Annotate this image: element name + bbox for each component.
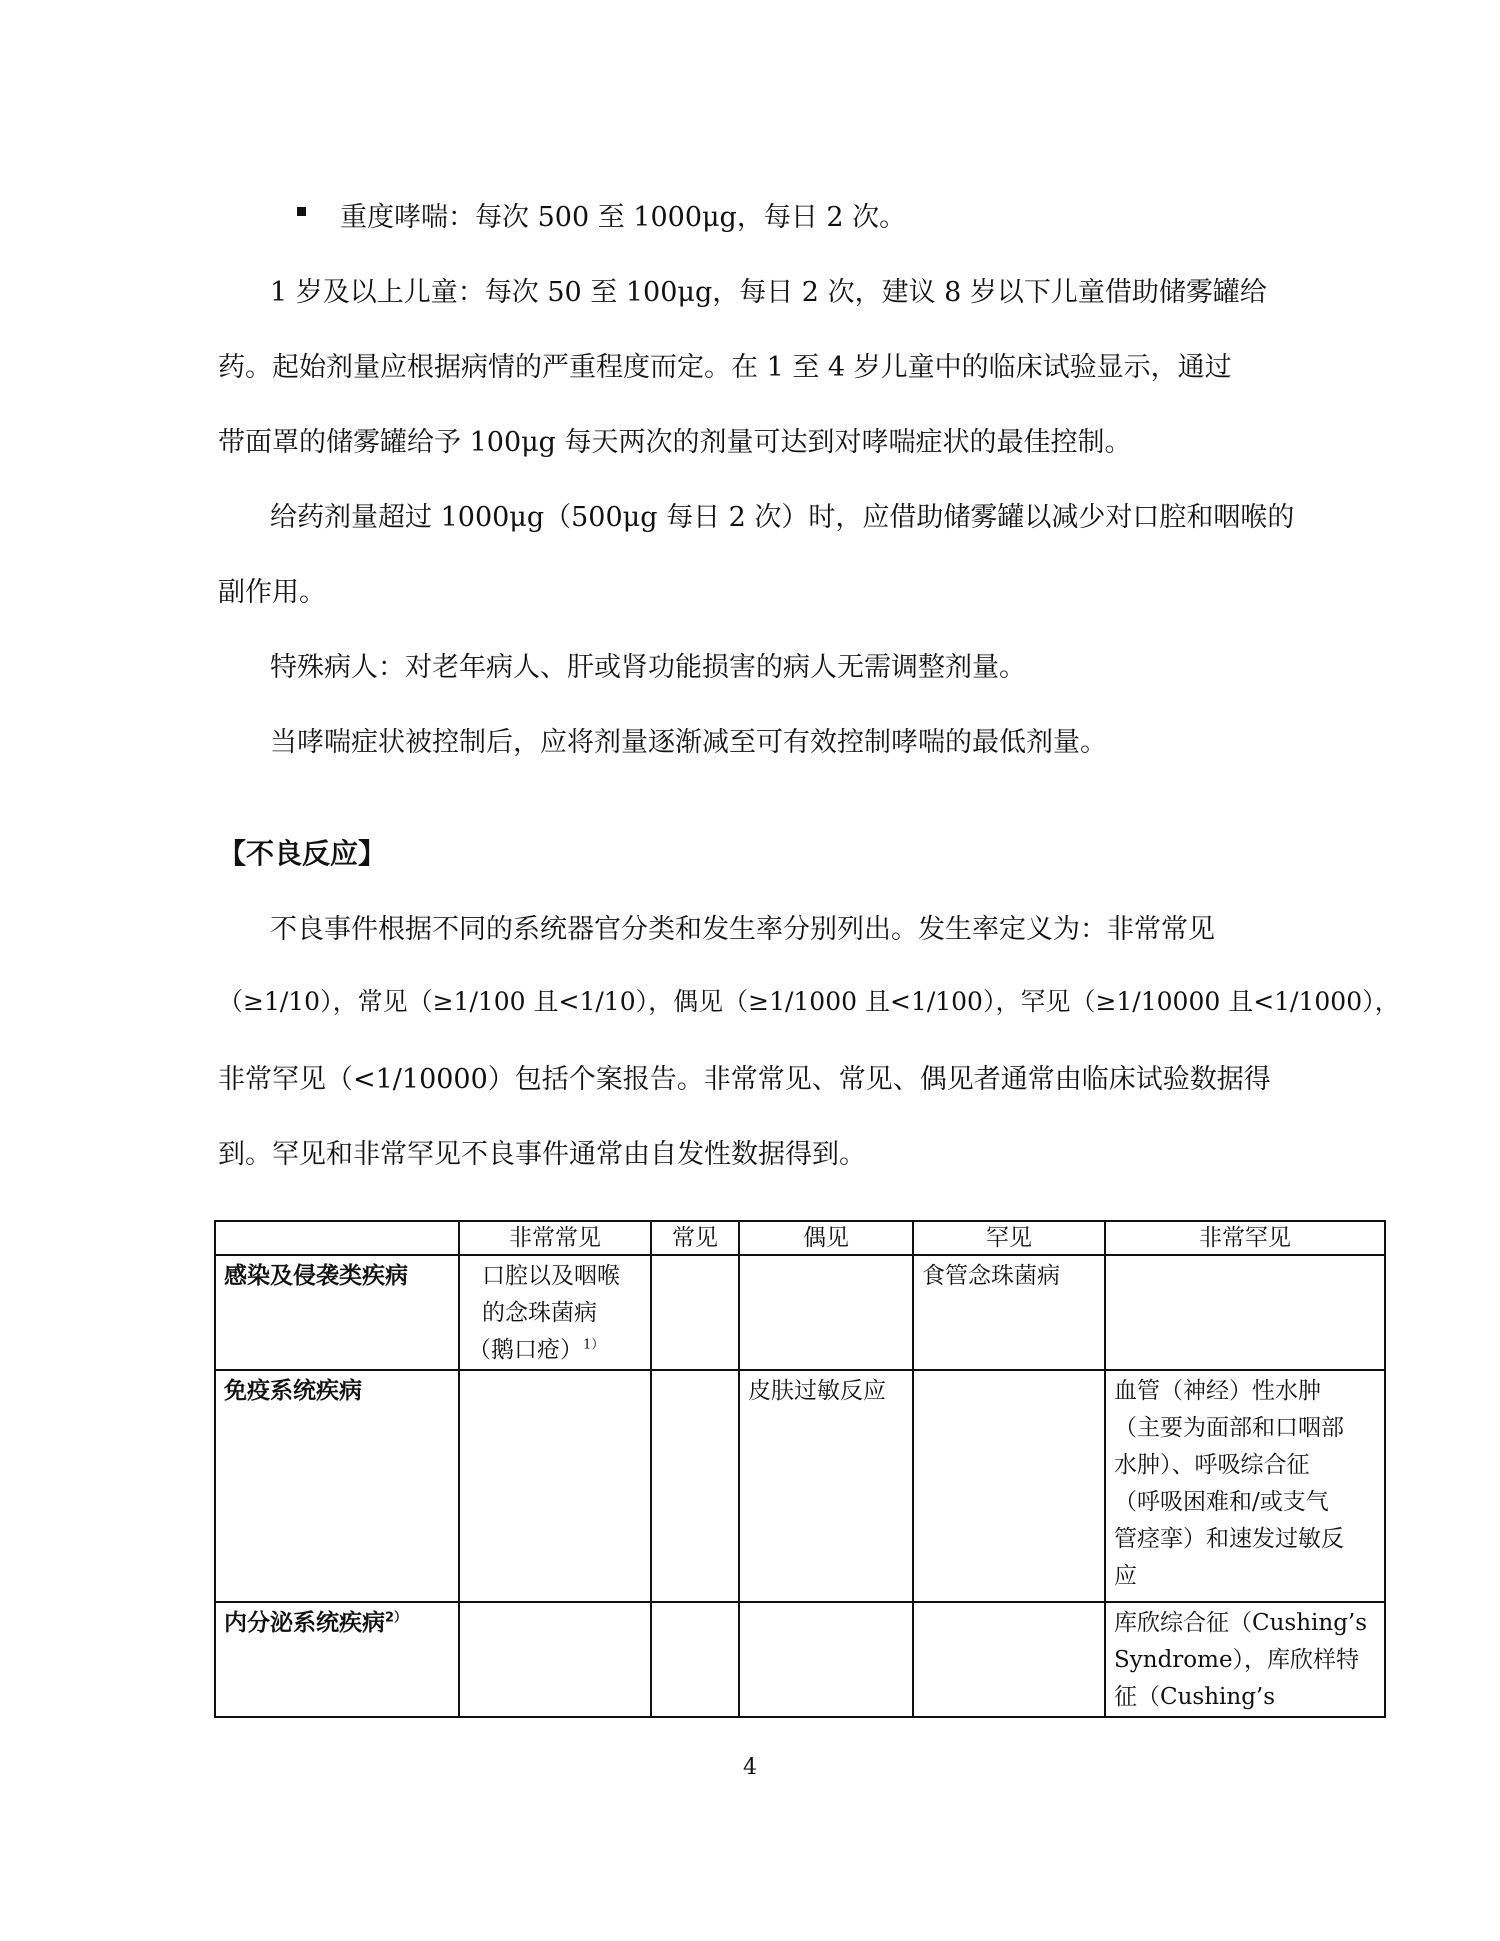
very-common-cell: [459, 1255, 651, 1370]
intro-line: 不良事件根据不同的系统器官分类和发生率分别列出。发生率定义为：非常常见: [270, 914, 1215, 945]
paragraph-line: 药。起始剂量应根据病情的严重程度而定。在 1 至 4 岁儿童中的临床试验显示，通过: [218, 352, 1232, 383]
bullet-marker: [297, 207, 306, 216]
section-heading: 【不良反应】: [218, 837, 387, 870]
cell-line-text: （鹅口疮）: [468, 1337, 583, 1363]
table-row: [215, 1370, 1385, 1602]
common-cell: [651, 1602, 739, 1717]
cell-line: 血管（神经）性水肿: [1114, 1378, 1321, 1404]
header-cell-common: 常见: [651, 1221, 739, 1255]
uncommon-cell: 皮肤过敏反应: [739, 1370, 913, 1602]
common-cell: [651, 1255, 739, 1370]
cell-line: Syndrome），库欣样特: [1114, 1647, 1360, 1673]
bullet-text: 重度哮喘：每次 500 至 1000μg，每日 2 次。: [340, 202, 907, 233]
uncommon-cell: [739, 1255, 913, 1370]
paragraph-line: 当哮喘症状被控制后，应将剂量逐渐减至可有效控制哮喘的最低剂量。: [270, 727, 1107, 758]
soc-text: 内分泌系统疾病: [224, 1610, 385, 1636]
soc-cell: 免疫系统疾病: [215, 1370, 459, 1602]
paragraph-line: 带面罩的储雾罐给予 100μg 每天两次的剂量可达到对哮喘症状的最佳控制。: [218, 427, 1132, 458]
cell-line: [468, 1332, 642, 1369]
cell-line: （呼吸困难和/或支气: [1114, 1489, 1329, 1515]
header-cell-soc: [215, 1221, 459, 1255]
paragraph-line: 特殊病人：对老年病人、肝或肾功能损害的病人无需调整剂量。: [270, 652, 1026, 683]
adverse-reactions-table: [214, 1220, 1386, 1718]
footnote-marker: 2）: [385, 1610, 408, 1626]
cell-line: 应: [1114, 1563, 1137, 1589]
very-rare-cell: [1105, 1370, 1385, 1602]
cell-line: 水肿）、呼吸综合征: [1114, 1452, 1310, 1478]
table-header-row: [215, 1221, 1385, 1255]
cell-line: （主要为面部和口咽部: [1114, 1415, 1344, 1441]
header-cell-very-common: 非常常见: [459, 1221, 651, 1255]
header-cell-rare: 罕见: [913, 1221, 1105, 1255]
cell-line: 库欣综合征（Cushing’s: [1114, 1610, 1368, 1636]
rare-cell: [913, 1370, 1105, 1602]
intro-line: （≥1/10），常见（≥1/100 且<1/10），偶见（≥1/1000 且<1/100），罕见（≥1/10000 且<1/1000），: [218, 987, 1400, 1016]
cell-line: 管痉挛）和速发过敏反: [1114, 1526, 1344, 1552]
very-common-cell: [459, 1602, 651, 1717]
soc-cell: [215, 1602, 459, 1717]
paragraph-line: 副作用。: [218, 577, 326, 608]
common-cell: [651, 1370, 739, 1602]
rare-cell: 食管念珠菌病: [913, 1255, 1105, 1370]
uncommon-cell: [739, 1602, 913, 1717]
cell-line: 的念珠菌病: [482, 1300, 597, 1326]
footnote-marker: 1）: [583, 1337, 605, 1353]
intro-line: 非常罕见（<1/10000）包括个案报告。非常常见、常见、偶见者通常由临床试验数据得: [218, 1064, 1271, 1095]
header-cell-uncommon: 偶见: [739, 1221, 913, 1255]
very-rare-cell: [1105, 1602, 1385, 1717]
soc-cell: 感染及侵袭类疾病: [215, 1255, 459, 1370]
paragraph-line: 给药剂量超过 1000μg（500μg 每日 2 次）时，应借助储雾罐以减少对口腔和咽喉的: [270, 502, 1295, 533]
table-row: [215, 1255, 1385, 1370]
cell-line: 征（Cushing’s: [1114, 1684, 1276, 1710]
table-row: [215, 1602, 1385, 1717]
cell-line: 口腔以及咽喉: [482, 1263, 620, 1289]
intro-line: 到。罕见和非常罕见不良事件通常由自发性数据得到。: [218, 1139, 866, 1170]
rare-cell: [913, 1602, 1105, 1717]
very-rare-cell: [1105, 1255, 1385, 1370]
paragraph-line: 1 岁及以上儿童：每次 50 至 100μg，每日 2 次，建议 8 岁以下儿童借助储雾罐给: [270, 277, 1267, 308]
header-cell-very-rare: 非常罕见: [1105, 1221, 1385, 1255]
page-number: 4: [743, 1755, 757, 1780]
very-common-cell: [459, 1370, 651, 1602]
